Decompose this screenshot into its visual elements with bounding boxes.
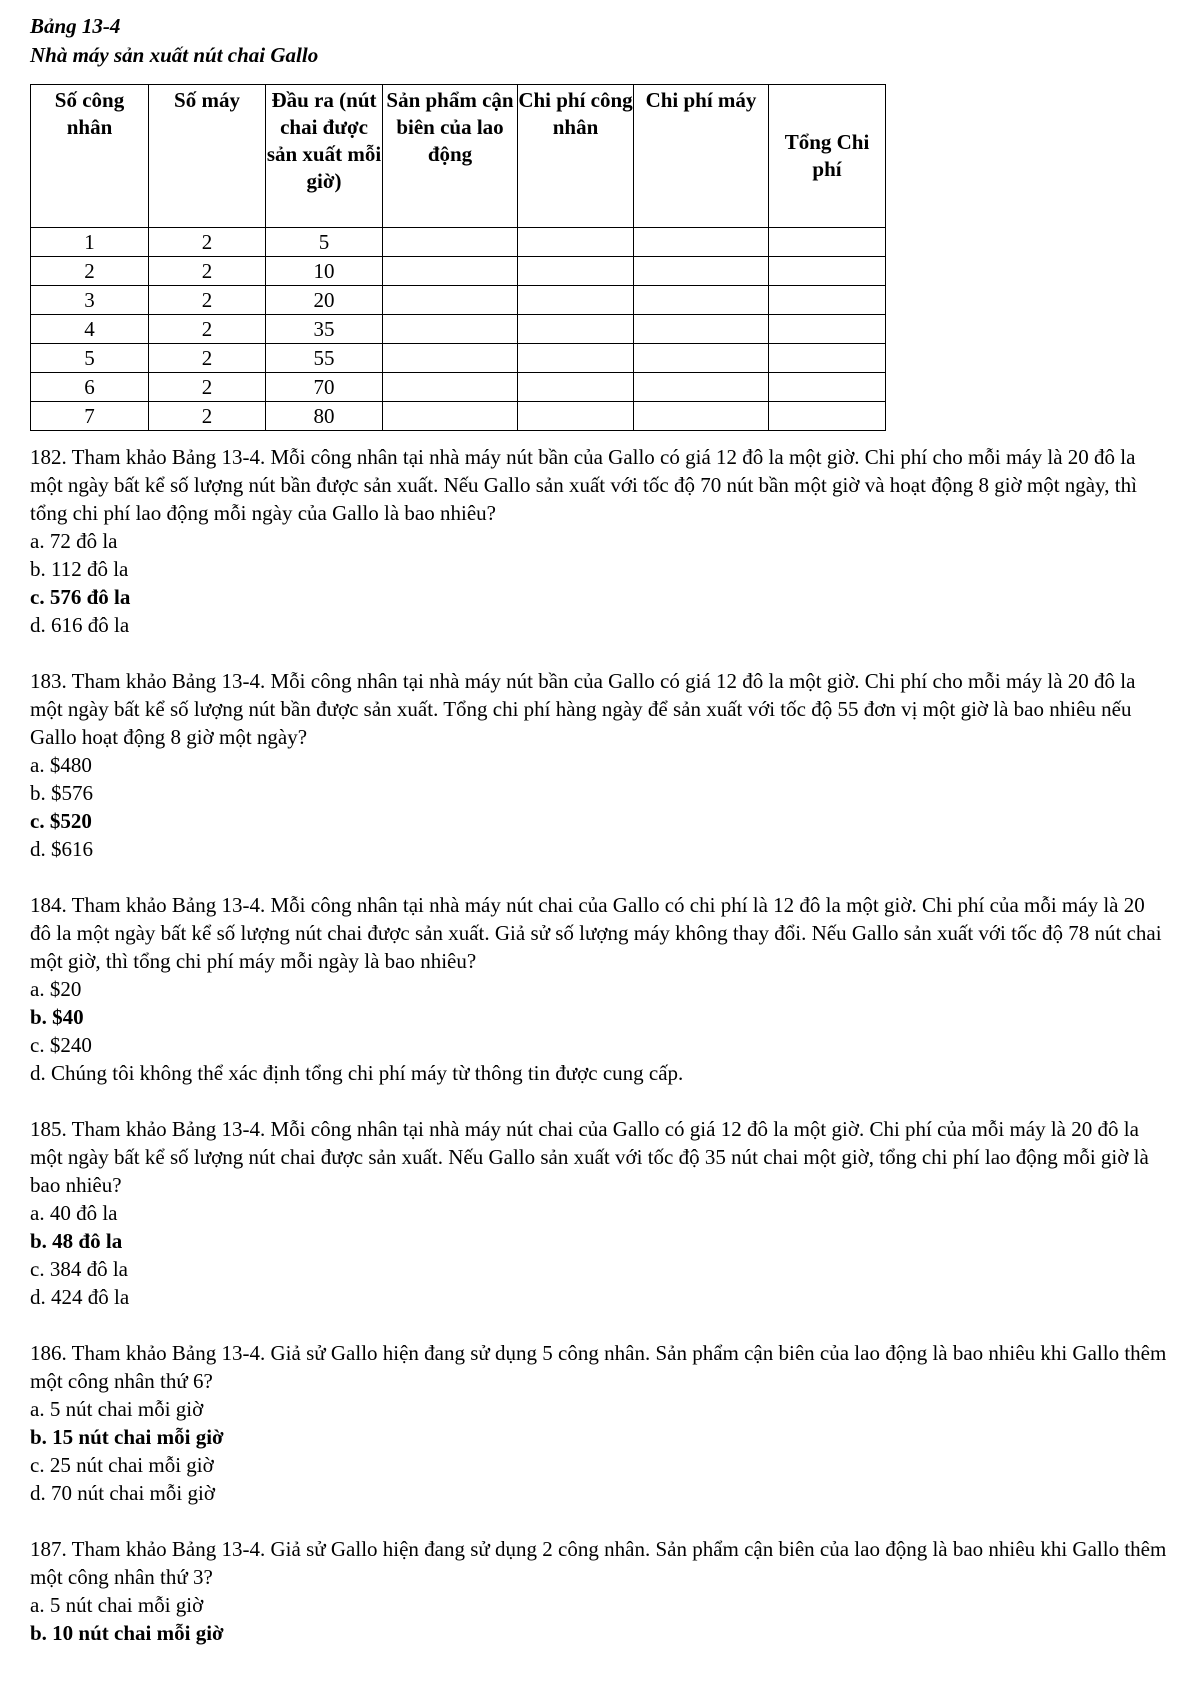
- question-text: 182. Tham khảo Bảng 13-4. Mỗi công nhân tại nhà máy nút bần của Gallo có giá 12 đô la một giờ. Chi phí cho mỗi máy là 20 đô la một ngày bất kể số lượng nút bần được sản xuất. Nếu Gallo sản xuất với tốc độ 70 nút bần một giờ và hoạt động 8 giờ một ngày, thì tổng chi phí lao động mỗi ngày của Gallo là bao nhiêu?: [30, 445, 1137, 525]
- table-cell: [383, 228, 518, 257]
- table-cell: [634, 286, 769, 315]
- answer-option: a. $20: [30, 977, 82, 1001]
- table-cell: [634, 344, 769, 373]
- answer-option-correct: b. 15 nút chai mỗi giờ: [30, 1425, 224, 1449]
- answer-option: a. 5 nút chai mỗi giờ: [30, 1593, 204, 1617]
- table-label: Bảng 13-4: [30, 14, 121, 38]
- table-cell: 4: [31, 315, 149, 344]
- table-title: Nhà máy sản xuất nút chai Gallo: [30, 43, 319, 67]
- answer-option: a. 72 đô la: [30, 529, 118, 553]
- table-cell: 2: [149, 402, 266, 431]
- header-total-cost: Tổng Chi phí: [769, 85, 886, 228]
- header-worker-cost: Chi phí công nhân: [518, 85, 634, 228]
- table-cell: 2: [149, 315, 266, 344]
- table-cell: [769, 344, 886, 373]
- table-cell: [769, 373, 886, 402]
- table-cell: [518, 315, 634, 344]
- table-row: [31, 402, 886, 431]
- table-cell: 2: [31, 257, 149, 286]
- answer-option: d. 70 nút chai mỗi giờ: [30, 1481, 215, 1505]
- question-block: [30, 1115, 1170, 1311]
- table-header-row: [31, 85, 886, 228]
- table-cell: [518, 257, 634, 286]
- table-cell: [518, 344, 634, 373]
- answer-option: c. 25 nút chai mỗi giờ: [30, 1453, 214, 1477]
- table-row: [31, 286, 886, 315]
- table-cell: 2: [149, 257, 266, 286]
- table-cell: [383, 286, 518, 315]
- table-cell: [383, 344, 518, 373]
- table-cell: 5: [266, 228, 383, 257]
- table-cell: 5: [31, 344, 149, 373]
- question-block: [30, 891, 1170, 1087]
- table-cell: [634, 228, 769, 257]
- question-text: 185. Tham khảo Bảng 13-4. Mỗi công nhân tại nhà máy nút chai của Gallo có giá 12 đô la một giờ. Chi phí của mỗi máy là 20 đô la một ngày bất kể số lượng nút chai được sản xuất. Nếu Gallo sản xuất với tốc độ 35 nút chai một giờ, tổng chi phí lao động mỗi giờ là bao nhiêu?: [30, 1117, 1149, 1197]
- table-cell: [769, 402, 886, 431]
- table-cell: [634, 315, 769, 344]
- question-block: [30, 667, 1170, 863]
- table-row: [31, 373, 886, 402]
- question-list: [30, 443, 1170, 1647]
- table-cell: 2: [149, 373, 266, 402]
- answer-option: d. 616 đô la: [30, 613, 130, 637]
- table-cell: 7: [31, 402, 149, 431]
- table-row: [31, 344, 886, 373]
- question-text: 187. Tham khảo Bảng 13-4. Giả sử Gallo hiện đang sử dụng 2 công nhân. Sản phẩm cận biên của lao động là bao nhiêu khi Gallo thêm một công nhân thứ 3?: [30, 1537, 1167, 1589]
- table-cell: 6: [31, 373, 149, 402]
- table-cell: 10: [266, 257, 383, 286]
- header-marginal-product: Sản phẩm cận biên của lao động: [383, 85, 518, 228]
- table-body: [31, 228, 886, 431]
- answer-option: d. 424 đô la: [30, 1285, 130, 1309]
- question-text: 183. Tham khảo Bảng 13-4. Mỗi công nhân tại nhà máy nút bần của Gallo có giá 12 đô la một giờ. Chi phí cho mỗi máy là 20 đô la một ngày bất kể số lượng nút bần được sản xuất. Tổng chi phí hàng ngày để sản xuất với tốc độ 55 đơn vị một giờ là bao nhiêu nếu Gallo hoạt động 8 giờ một ngày?: [30, 669, 1136, 749]
- table-row: [31, 257, 886, 286]
- table-cell: 70: [266, 373, 383, 402]
- answer-option: d. $616: [30, 837, 93, 861]
- table-cell: 2: [149, 344, 266, 373]
- table-cell: [518, 286, 634, 315]
- answer-option-correct: b. 48 đô la: [30, 1229, 123, 1253]
- table-cell: [634, 402, 769, 431]
- question-text: 184. Tham khảo Bảng 13-4. Mỗi công nhân tại nhà máy nút chai của Gallo có chi phí là 12 đô la một giờ. Chi phí của mỗi máy là 20 đô la một ngày bất kể số lượng nút chai được sản xuất. Giả sử số lượng máy không thay đổi. Nếu Gallo sản xuất với tốc độ 78 nút chai một giờ, thì tổng chi phí máy mỗi ngày là bao nhiêu?: [30, 893, 1162, 973]
- question-block: [30, 1535, 1170, 1647]
- table-cell: [769, 286, 886, 315]
- table-row: [31, 228, 886, 257]
- question-block: [30, 1339, 1170, 1507]
- answer-option-correct: c. 576 đô la: [30, 585, 131, 609]
- table-cell: [383, 373, 518, 402]
- table-row: [31, 315, 886, 344]
- table-cell: 1: [31, 228, 149, 257]
- answer-option: a. 5 nút chai mỗi giờ: [30, 1397, 204, 1421]
- production-table: [30, 84, 886, 431]
- document-page: [30, 12, 1170, 1675]
- table-cell: 35: [266, 315, 383, 344]
- header-machine-cost: Chi phí máy: [634, 85, 769, 228]
- table-cell: [518, 402, 634, 431]
- table-cell: [769, 257, 886, 286]
- answer-option: a. $480: [30, 753, 92, 777]
- answer-option-correct: b. 10 nút chai mỗi giờ: [30, 1621, 224, 1645]
- answer-option-correct: c. $520: [30, 809, 92, 833]
- question-block: [30, 443, 1170, 639]
- table-cell: [634, 373, 769, 402]
- table-cell: [383, 257, 518, 286]
- table-cell: 2: [149, 286, 266, 315]
- answer-option: c. 384 đô la: [30, 1257, 128, 1281]
- question-text: 186. Tham khảo Bảng 13-4. Giả sử Gallo hiện đang sử dụng 5 công nhân. Sản phẩm cận biên của lao động là bao nhiêu khi Gallo thêm một công nhân thứ 6?: [30, 1341, 1167, 1393]
- table-cell: 55: [266, 344, 383, 373]
- answer-option: d. Chúng tôi không thể xác định tổng chi phí máy từ thông tin được cung cấp.: [30, 1061, 684, 1085]
- header-output: Đầu ra (nút chai được sản xuất mỗi giờ): [266, 85, 383, 228]
- table-cell: 20: [266, 286, 383, 315]
- answer-option: a. 40 đô la: [30, 1201, 118, 1225]
- table-cell: [518, 228, 634, 257]
- header-workers: Số công nhân: [31, 85, 149, 228]
- answer-option: b. 112 đô la: [30, 557, 129, 581]
- table-cell: 2: [149, 228, 266, 257]
- table-cell: [634, 257, 769, 286]
- answer-option-correct: b. $40: [30, 1005, 84, 1029]
- table-cell: [383, 315, 518, 344]
- table-cell: [769, 228, 886, 257]
- table-cell: [383, 402, 518, 431]
- table-cell: 80: [266, 402, 383, 431]
- answer-option: b. $576: [30, 781, 93, 805]
- table-cell: 3: [31, 286, 149, 315]
- header-machines: Số máy: [149, 85, 266, 228]
- table-cell: [518, 373, 634, 402]
- table-cell: [769, 315, 886, 344]
- answer-option: c. $240: [30, 1033, 92, 1057]
